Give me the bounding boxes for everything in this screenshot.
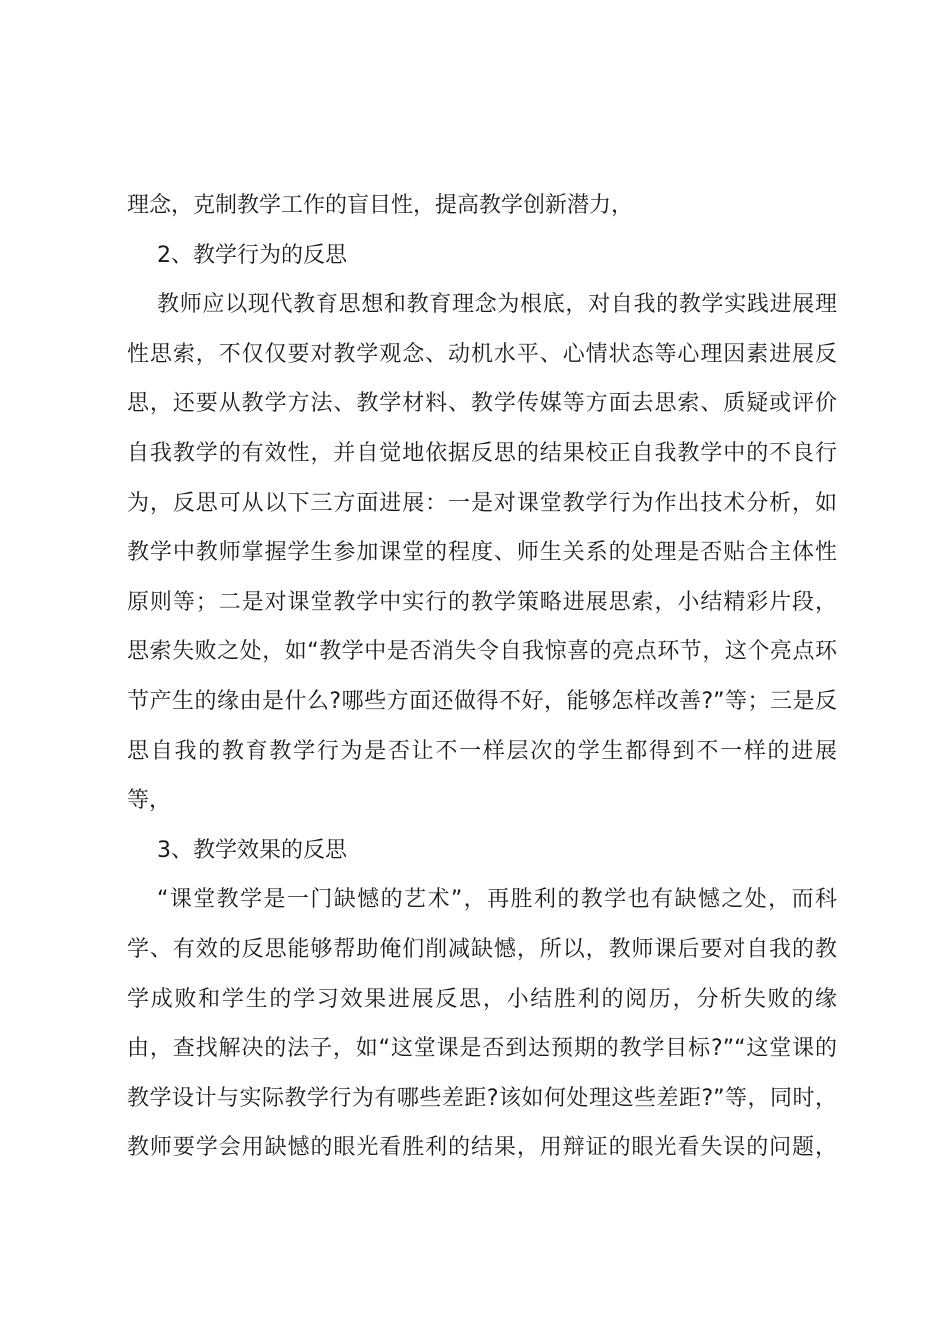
body-text	[127, 181, 837, 1173]
text-line: “课堂教学是一门缺憾的艺术”，再胜利的教学也有缺憾之处，而科	[157, 887, 837, 913]
text-line: 学、有效的反思能够帮助俺们削减缺憾，所以，教师课后要对自我的教	[127, 936, 837, 962]
text-line: 教师要学会用缺憾的眼光看胜利的结果，用辩证的眼光看失误的问题，	[127, 1135, 837, 1161]
text-line: 理念，克制教学工作的盲目性，提高教学创新潜力，	[127, 193, 634, 218]
text-line: 教学中教师掌握学生参加课堂的程度、师生关系的处理是否贴合主体性	[127, 540, 837, 566]
text-line: 思自我的教育教学行为是否让不一样层次的学生都得到不一样的进展	[127, 738, 837, 764]
section-heading: 3、教学效果的反思	[157, 837, 347, 863]
text-line: 教学设计与实际教学行为有哪些差距?该如何处理这些差距?”等，同时，	[127, 1085, 837, 1111]
text-line: 思，还要从教学方法、教学材料、教学传媒等方面去思索、质疑或评价	[127, 391, 837, 417]
text-line: 自我教学的有效性，并自觉地依据反思的结果校正自我教学中的不良行	[127, 440, 837, 466]
text-line: 原则等；二是对课堂教学中实行的教学策略进展思索，小结精彩片段，	[127, 589, 837, 615]
text-line: 为，反思可从以下三方面进展：一是对课堂教学行为作出技术分析，如	[127, 490, 837, 516]
text-line: 思索失败之处，如“教学中是否消失令自我惊喜的亮点环节，这个亮点环	[127, 639, 837, 665]
text-line: 由，查找解决的法子，如“这堂课是否到达预期的教学目标?”“这堂课的	[127, 1036, 837, 1062]
text-line: 节产生的缘由是什么?哪些方面还做得不好，能够怎样改善?”等；三是反	[127, 688, 837, 714]
text-line: 教师应以现代教育思想和教育理念为根底，对自我的教学实践进展理	[157, 292, 837, 318]
text-line: 性思索，不仅仅要对教学观念、动机水平、心情状态等心理因素进展反	[127, 341, 837, 367]
section-heading: 2、教学行为的反思	[157, 242, 347, 268]
text-line: 等，	[127, 788, 172, 814]
text-line: 学成败和学生的学习效果进展反思，小结胜利的阅历，分析失败的缘	[127, 986, 837, 1012]
